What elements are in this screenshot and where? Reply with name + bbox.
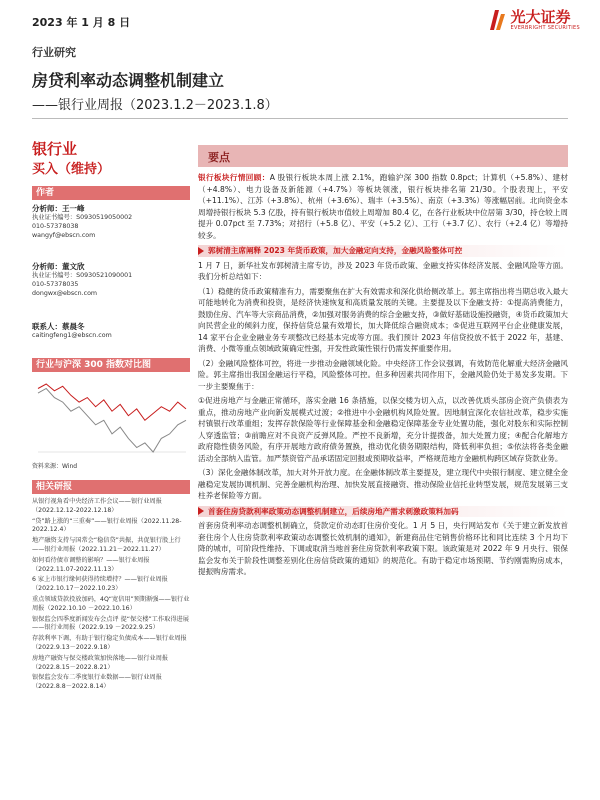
section-label: 行业研究 [32, 46, 76, 59]
contact-email[interactable]: caitingfeng1@ebscn.com [32, 332, 112, 339]
chart-series-line-0 [38, 384, 186, 420]
keypoints-header [198, 145, 568, 167]
author-2-cert: 执业证书编号：S0930521090001 [32, 272, 133, 279]
market-review-lead: 银行板块行情回顾： [198, 173, 270, 182]
chart-heading: 行业与沪深 300 指数对比图 [32, 358, 190, 372]
index-comparison-chart [32, 378, 192, 458]
paragraph-risk-items: ①促进房地产与金融正常循环，落实金融 16 条措施，以保交楼为切入点，以改善优质头部房企资产负债表为重点，推动房地产业向新发展模式过渡；②推进中小金融机构风险处置。因地制宜深化农信社改革，稳步实施村镇银行改革重组；发挥存款保险等行业保障基金和金融稳定保障基金专业处置功能，强化对股东和实际控制人穿透监管；③前瞻应对不良资产反弹风险。严控不良新增，充分计提拨备，加大处置力度；④配合化解地方政府隐性债务风险，有序开展地方政府债务置换，推动优化债务期限结构，降低利率负担；⑤依法将各类金融活动全部纳入监管。加严禁资管产品承诺固定回报或预期收益率，严格规范地方金融机构跨区域存贷款业务。 [198, 396, 568, 463]
industry-label: 银行业 [32, 140, 78, 158]
related-item[interactable]: 存款利率下调，有助于银行稳定负债成本——银行业周报（2022.9.13－2022.9.18） [32, 635, 187, 651]
author-1-email[interactable]: wangyf@ebscn.com [32, 232, 96, 239]
header-divider [32, 118, 568, 119]
paragraph-market-review [198, 172, 568, 241]
related-list [32, 498, 192, 694]
related-item[interactable]: 6 家上市银行缘何获得持续增持？——银行业周报（2022.10.17－2022.10.23） [32, 576, 168, 593]
related-item[interactable]: 房地产融资与保交楼政策加快落地——银行业周报（2022.8.15－2022.8.21） [32, 654, 169, 671]
related-item[interactable]: 地产融资支持与国常会“稳信贷”共振，共促银行股上行——银行业周报（2022.11.21－2022.11.27） [32, 537, 181, 553]
chart-source: 资料来源：Wind [32, 463, 78, 470]
paragraph-mortgage: 首套房贷利率动态调整机制确立，贷款定价动态盯住房价变化。1 月 5 日，央行网站发布《关于建立新发放首套住房个人住房贷款利率政策动态调整长效机制的通知》，新建商品住宅销售价格环比和同比连续 3 个月均下降的城市，可阶段性维持、下调或取消当地首套住房贷款利率政策下限。该政策是对 2022 年 9 月央行、银保监会发布关于阶段性调整差别化住房信贷政策的通知》的规范化。有助于稳定市场预期、节约刚需购房成本，提振购房需求。 [198, 521, 568, 576]
market-review-text: A 股银行板块本周上涨 2.1%，跑输沪深 300 指数 0.8pct；计算机（+5.8%）、建材（+4.8%）、电力设备及新能源（+4.7%）等板块领涨，银行板块排名第 21/30。个股表现上，平安（+11.1%）、江苏（+3.8%）、杭州（+3.6%）、瑞丰（+3.5%）、南京（+3.3%）等涨幅居前。北向资金本周增持银行板块 5.3 亿股，持有银行板块市值较上周增加 80.4 亿，在各行业板块中位居第 3/30，持仓较上周提升 0.07pct 至 7.73%；对招行（+5.8 亿）、平安（+5.2 亿）、工行（+3.7 亿）、农行（+2.4 亿）等增持较多。 [198, 173, 568, 240]
headline-policy-text: 郭树清主席阐释 2023 年货币政策，加大金融定向支持，金融风险整体可控 [208, 246, 463, 255]
author-2-phone: 010-57378035 [32, 281, 79, 288]
related-item[interactable]: 银保监会发布二季度银行业数据——银行业周报（2022.8.8－2022.8.14） [32, 674, 162, 691]
brand-mark-icon [487, 8, 507, 32]
triangle-bullet-icon [198, 507, 204, 515]
contact [32, 322, 192, 340]
related-heading: 相关研报 [32, 480, 190, 494]
author-1-cert: 执业证书编号：S0930519050002 [32, 214, 133, 221]
author-2 [32, 262, 192, 298]
main-body [198, 172, 568, 581]
report-date: 2023 年 1 月 8 日 [32, 16, 131, 29]
related-item[interactable]: 重点领域贷款投放加码，4Q“宽信用”预期渐强——银行业周报（2022.10.10 －2022.10.16） [32, 595, 190, 612]
triangle-bullet-icon [198, 247, 204, 255]
contact-name: 联系人：蔡晨冬 [32, 322, 85, 331]
authors-heading: 作者 [32, 186, 190, 200]
page-title: 房贷利率动态调整机制建立 [32, 71, 225, 90]
rating-label: 买入（维持） [32, 162, 111, 177]
author-1 [32, 204, 192, 240]
paragraph-risk: （2）金融风险整体可控，将进一步推动金融领域化险。中央经济工作会议强调，有效防范化解重大经济金融风险。郭主席指出我国金融运行平稳，风险整体可控。但多种因素共同作用下，金融风险仍处于易发多发期。下一步主要聚焦于： [198, 358, 568, 391]
brand-name: 光大证券 [510, 8, 571, 26]
brand-sub: EVERBRIGHT SECURITIES [510, 25, 580, 31]
paragraph-monetary: （1）稳健的货币政策精准有力，需要聚焦在扩大有效需求和深化供给侧改革上。郭主席指出将当期总收入最大可能地转化为消费和投资，是经济快速恢复和高质量发展的关键。主要提及以下金融支持：①提高消费能力，鼓励住房、汽车等大宗商品消费，②加强对服务消费的综合金融支持，③做好基础设施投融资，④货币政策加大向民营企业的倾斜力度，保持信贷总量有效增长，加大降低综合融资成本；⑤促进互联网平台企业健康发展，14 家平台企业金融业务专项整改已经基本完成等方面。我们预计 2023 年信贷投放不低于 2022 年，基建、消费、小微等重点领域政策确定性强，开发性政策性银行仍需发挥重要作用。 [198, 286, 568, 353]
related-item[interactable]: 银保监会四季度新闻发布会点评 提“保交楼”工作取得进展——银行业周报（2022.9.19 －2022.9.25） [32, 615, 189, 632]
related-item[interactable]: 从银行视角看中央经济工作会议——银行业周报（2022.12.12-2022.12.18） [32, 498, 162, 514]
author-1-phone: 010-57378038 [32, 223, 79, 230]
related-item[interactable]: “贷”路上涨的“三重奏”——银行业周报（2022.11.28-2022.12.4） [32, 517, 182, 534]
headline-policy [198, 245, 568, 257]
page-subtitle: ——银行业周报（2023.1.2－2023.1.8） [32, 98, 278, 113]
related-item[interactable]: 如何看待债市调整的影响？——银行业周报（2022.11.07-2022.11.13） [32, 556, 150, 573]
chart-series-line-1 [38, 389, 186, 453]
headline-mortgage-text: 首套住房贷款利率政策动态调整机制建立，后续房地产需求刺激政策料加码 [208, 506, 459, 516]
headline-mortgage [198, 506, 568, 518]
author-1-name: 分析师：王一峰 [32, 204, 85, 213]
paragraph-intro: 1 月 7 日，新华社发布郭树清主席专访，涉及 2023 年货币政策、金融支持实体经济发展、金融风险等方面。我们分析总结如下： [198, 260, 568, 281]
keypoints-title: 要点 [208, 151, 230, 164]
paragraph-reform: （3）深化金融体制改革，加大对外开放力度。在金融体制改革主要提及，建立现代中央银行制度、建立健全金融稳定发展协调机制、完善金融机构治理、加快发展直接融资、推动保险业信托业转型发展，规范发展第三支柱养老保险等方面。 [198, 468, 568, 500]
brand-logo [487, 8, 580, 32]
author-2-email[interactable]: dongwx@ebscn.com [32, 290, 98, 297]
author-2-name: 分析师：董文欣 [32, 262, 85, 271]
